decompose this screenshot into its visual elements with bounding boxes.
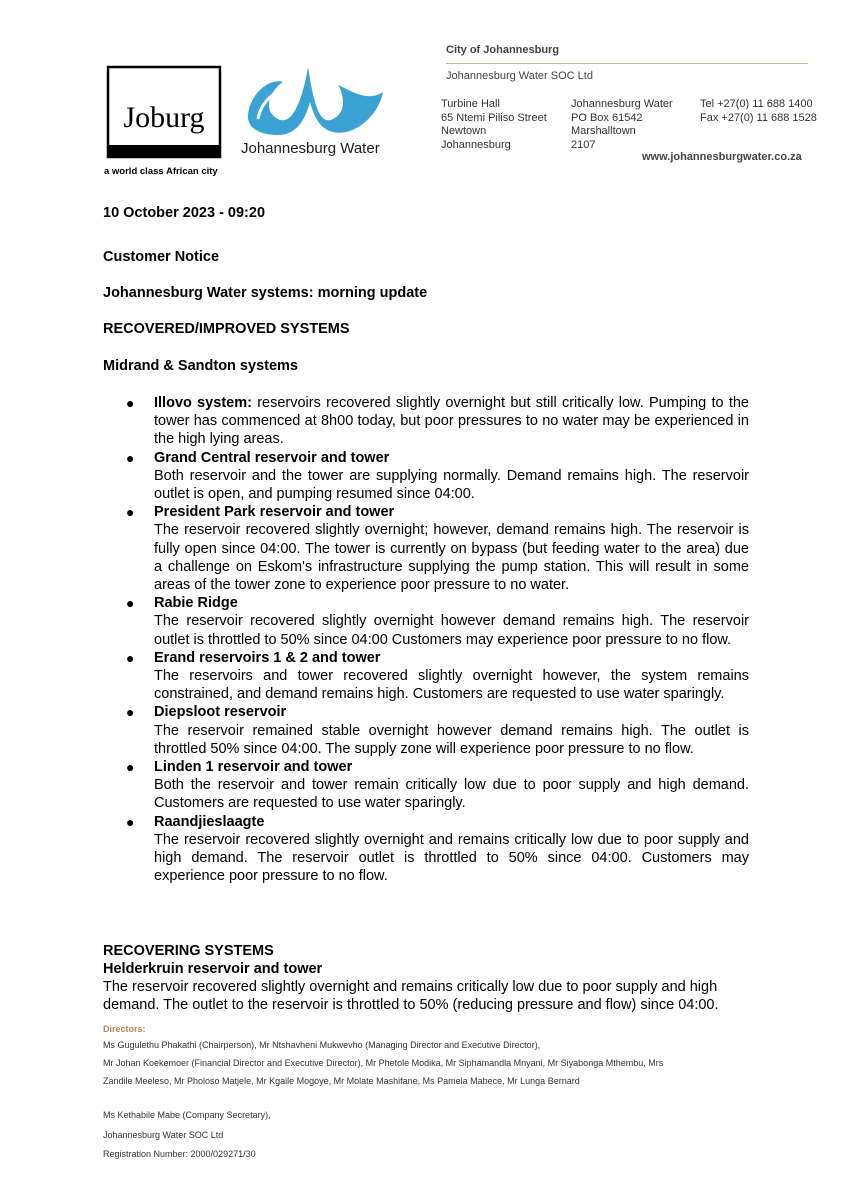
bullet-icon: ● — [126, 595, 135, 612]
list-item — [103, 649, 749, 704]
system-description: reservoirs recovered slightly overnight but still critically low. Pumping to the tower has commenced at 8h00 today, but poor pressures to no water may be experienced in the high lying areas. — [154, 395, 749, 448]
header-divider — [446, 63, 808, 64]
address-line: PO Box 61542 — [571, 111, 643, 124]
physical-address — [441, 98, 547, 152]
notice-title: Johannesburg Water systems: morning update — [103, 285, 428, 301]
list-item — [103, 813, 749, 886]
system-title: Linden 1 reservoir and tower — [154, 759, 353, 776]
bullet-icon: ● — [126, 649, 135, 666]
system-title: Erand reservoirs 1 & 2 and tower — [154, 649, 381, 666]
company-registration — [103, 1106, 271, 1165]
section-heading: RECOVERING SYSTEMS — [103, 943, 274, 959]
contact-numbers — [700, 98, 817, 125]
list-item — [103, 594, 749, 649]
fax-number: Fax +27(0) 11 688 1528 — [700, 111, 817, 124]
bullet-icon: ● — [126, 504, 135, 521]
system-title: Diepsloot reservoir — [154, 704, 287, 721]
system-title: President Park reservoir and tower — [154, 504, 395, 521]
bullet-icon: ● — [126, 704, 135, 721]
bullet-icon: ● — [126, 395, 135, 411]
section-heading: RECOVERED/IMPROVED SYSTEMS — [103, 321, 350, 337]
system-description: The reservoir recovered slightly overnight and remains critically low due to poor supply and high demand. The reservoir outlet is throttled to 50% since 04:00. Customers may experience poor pressure to no flow. — [154, 831, 749, 885]
address-line: Marshalltown — [571, 125, 636, 137]
list-item — [103, 703, 749, 758]
system-description: Both reservoir and the tower are supplying normally. Demand remains high. The reservoir outlet is open, and pumping resumed since 04:00. — [154, 467, 749, 503]
address-line: Johannesburg Water — [571, 98, 673, 110]
address-line: 65 Ntemi Piliso Street — [441, 111, 547, 124]
system-description: The reservoir recovered slightly overnight; however, demand remains high. The reservoir is fully open since 04:00. The tower is currently on bypass (but feeding water to the area) due a challenge on Eskom's infrastructure supplying the pump station. This will result in some areas of the tower zone to experience poor pressure to no water. — [154, 522, 749, 594]
postal-address — [571, 98, 673, 152]
notice-datetime: 10 October 2023 - 09:20 — [103, 205, 266, 221]
header-city: City of Johannesburg — [446, 44, 560, 56]
system-title: Illovo system: — [154, 395, 252, 411]
list-item — [103, 394, 749, 449]
subsection-heading: Midrand & Sandton systems — [103, 358, 298, 374]
company-name: Johannesburg Water SOC Ltd — [103, 1129, 224, 1140]
address-line: Turbine Hall — [441, 98, 500, 110]
bullet-icon: ● — [126, 813, 135, 830]
address-line: Johannesburg — [441, 138, 511, 151]
joburg-tagline: a world class African city — [104, 166, 218, 177]
recovering-section — [103, 942, 749, 1014]
system-title: Raandjieslaagte — [154, 813, 265, 830]
joburg-wordmark: Joburg — [123, 101, 205, 134]
list-item — [103, 503, 749, 594]
phone-number: Tel +27(0) 11 688 1400 — [700, 98, 813, 110]
directors-list — [103, 1036, 743, 1090]
system-description: The reservoirs and tower recovered slightly overnight however, the system remains constrained, and demand remains high. Customers are requested to use water sparingly. — [154, 668, 749, 703]
system-description: The reservoir recovered slightly overnight however demand remains high. The reservoir outlet is throttled to 50% since 04:00 Customers may experience poor pressure to no flow. — [154, 613, 749, 648]
johannesburg-water-logo — [238, 57, 393, 162]
header-company: Johannesburg Water SOC Ltd — [446, 70, 593, 82]
system-description: Both the reservoir and tower remain critically low due to poor supply and high demand. Customers are requested to use water sparingly. — [154, 777, 749, 812]
system-title: Rabie Ridge — [154, 595, 238, 612]
system-title: Grand Central reservoir and tower — [154, 449, 390, 466]
address-line: Newtown — [441, 125, 487, 137]
system-description: The reservoir remained stable overnight however demand remains high. The outlet is throttled 50% since 04:00. The supply zone will experience poor pressure to no flow. — [154, 722, 749, 757]
address-line: 2107 — [571, 138, 596, 151]
website-link[interactable]: www.johannesburgwater.co.za — [642, 151, 802, 163]
company-secretary: Ms Kethabile Mabe (Company Secretary), — [103, 1110, 271, 1120]
list-item — [103, 758, 749, 813]
registration-number: Registration Number: 2000/029271/30 — [103, 1149, 256, 1159]
bullet-icon: ● — [126, 759, 135, 776]
directors-line: Mr Johan Koekemoer (Financial Director and Executive Director), Mr Phetole Modika, Mr Siphamandla Mnyani, Mr Siyabonga Mthembu, Mrs — [103, 1058, 664, 1068]
jw-wordmark: Johannesburg Water — [241, 140, 380, 157]
system-description: The reservoir recovered slightly overnight and remains critically low due to poor supply and high demand. The outlet to the reservoir is throttled to 50% (reducing pressure and flow) since 04:00. — [103, 979, 719, 1013]
directors-label: Directors: — [103, 1024, 146, 1034]
directors-line: Ms Gugulethu Phakathi (Chairperson), Mr Ntshavheni Mukwevho (Managing Director and Executive Director), — [103, 1040, 541, 1050]
joburg-logo — [100, 57, 235, 177]
notice-type: Customer Notice — [103, 249, 220, 265]
list-item — [103, 449, 749, 504]
directors-line: Zandile Meeleso, Mr Pholoso Matjele, Mr Kgaile Mogoye, Mr Molate Mashifane, Ms Pamela Mabece, Mr Lunga Bernard — [103, 1076, 580, 1086]
bullet-icon: ● — [126, 449, 135, 466]
system-title: Helderkruin reservoir and tower — [103, 961, 323, 977]
systems-list — [103, 394, 749, 885]
